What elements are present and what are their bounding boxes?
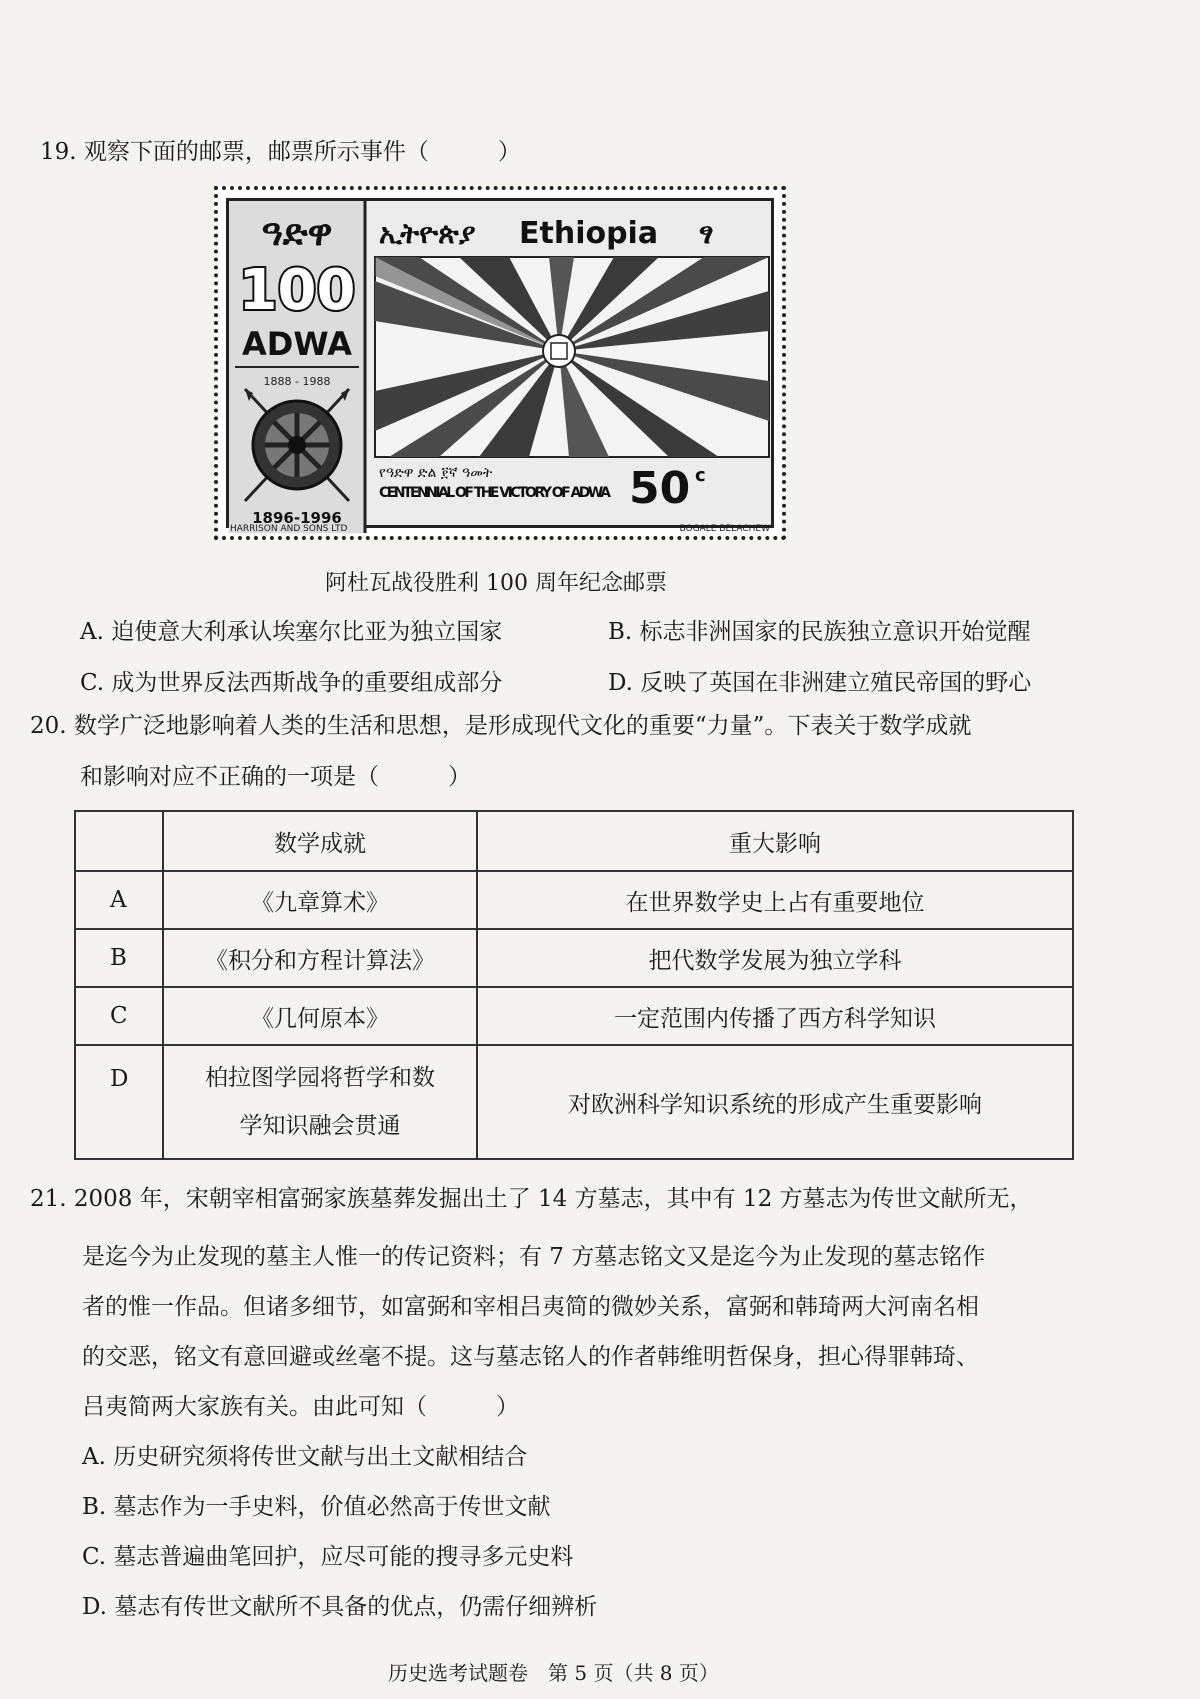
row-label: D (75, 1045, 163, 1159)
q21-stem-line5: 吕夷简两大家族有关。由此可知（ ） (82, 1394, 519, 1420)
stamp-years: 1896-1996 (252, 509, 342, 527)
stamp-value-unit: c (695, 465, 706, 486)
q19-option-d[interactable]: D. 反映了英国在非洲建立殖民帝国的野心 (608, 670, 1032, 696)
stamp-frame (226, 198, 774, 528)
stamp-artwork (229, 201, 779, 533)
q19-option-c[interactable]: C. 成为世界反法西斯战争的重要组成部分 (80, 670, 503, 696)
math-achievements-table (74, 810, 1074, 1160)
table-header-row (75, 811, 1073, 871)
q21-stem-line3: 者的惟一作品。但诸多细节，如富弼和宰相吕夷简的微妙关系，富弼和韩琦两大河南名相 (82, 1294, 979, 1320)
row-achievement-line2: 学知识融会贯通 (239, 1113, 401, 1139)
stamp-adwa: ADWA (242, 325, 352, 363)
row-achievement-line1: 柏拉图学园将哲学和数 (205, 1065, 435, 1091)
q19-stem: 19. 观察下面的邮票，邮票所示事件（ ） (40, 139, 521, 165)
stamp-printer: HARRISON AND SONS LTD (230, 524, 348, 534)
page-footer: 历史选考试题卷 第 5 页（共 8 页） (388, 1661, 719, 1685)
stamp-ethiopian-years: 1888 - 1988 (263, 375, 331, 388)
stamp-fidel-value: ፃ (699, 216, 714, 251)
shield-and-spears-icon (245, 389, 349, 501)
sunburst-map-picture (375, 257, 769, 457)
q21-option-c[interactable]: C. 墓志普遍曲笔回护，应尽可能的搜寻多元史料 (82, 1544, 574, 1570)
stamp-amharic-top: ዓድዋ (261, 213, 333, 254)
row-achievement (163, 1045, 477, 1159)
stamp-number-100: 100 (238, 258, 356, 323)
q21-stem-line1: 21. 2008 年，宋朝宰相富弼家族墓葬发掘出土了 14 方墓志，其中有 12 方墓志为传世文献所无， (30, 1186, 1033, 1212)
stamp-centennial: CENTENNIAL OF THE VICTORY OF ADWA (379, 485, 611, 501)
q21-stem-line4: 的交恶，铭文有意回避或丝毫不提。这与墓志铭人的作者韩维明哲保身，担心得罪韩琦、 (82, 1344, 979, 1370)
row-impact: 对欧洲科学知识系统的形成产生重要影响 (477, 1045, 1073, 1159)
stamp-caption: 阿杜瓦战役胜利 100 周年纪念邮票 (325, 571, 667, 596)
table-row (75, 987, 1073, 1045)
stamp-amharic-country: ኢትዮጵያ (379, 217, 476, 250)
row-impact: 在世界数学史上占有重要地位 (477, 871, 1073, 929)
table-header-impact: 重大影响 (477, 811, 1073, 871)
q21-option-a[interactable]: A. 历史研究须将传世文献与出土文献相结合 (82, 1444, 528, 1470)
stamp-amharic-bottom: የዓድዋ ድል ፻ኛ ዓመት (379, 465, 493, 481)
row-impact: 一定范围内传播了西方科学知识 (477, 987, 1073, 1045)
stamp-value: 50 (629, 463, 691, 514)
table-row (75, 871, 1073, 929)
stamp-country: Ethiopia (519, 216, 659, 251)
adwa-stamp (214, 186, 786, 540)
table-row (75, 929, 1073, 987)
q20-stem-line1: 20. 数学广泛地影响着人类的生活和思想，是形成现代文化的重要“力量”。下表关于数学成就 (30, 713, 972, 739)
q21-stem-line2: 是迄今为止发现的墓主人惟一的传记资料；有 7 方墓志铭文又是迄今为止发现的墓志铭作 (82, 1244, 986, 1270)
row-impact: 把代数学发展为独立学科 (477, 929, 1073, 987)
table-header-blank (75, 811, 163, 871)
q21-option-d[interactable]: D. 墓志有传世文献所不具备的优点，仍需仔细辨析 (82, 1594, 598, 1620)
stamp-designer: BOGALE BELACHEW (679, 524, 770, 534)
table-row (75, 1045, 1073, 1159)
q19-option-b[interactable]: B. 标志非洲国家的民族独立意识开始觉醒 (608, 619, 1031, 645)
row-label: C (75, 987, 163, 1045)
q19-option-a[interactable]: A. 迫使意大利承认埃塞尔比亚为独立国家 (80, 619, 503, 645)
q20-stem-line2: 和影响对应不正确的一项是（ ） (80, 764, 471, 790)
q21-option-b[interactable]: B. 墓志作为一手史料，价值必然高于传世文献 (82, 1494, 551, 1520)
row-achievement: 《几何原本》 (163, 987, 477, 1045)
row-achievement: 《九章算术》 (163, 871, 477, 929)
row-label: B (75, 929, 163, 987)
table-header-achievement: 数学成就 (163, 811, 477, 871)
row-achievement: 《积分和方程计算法》 (163, 929, 477, 987)
row-label: A (75, 871, 163, 929)
